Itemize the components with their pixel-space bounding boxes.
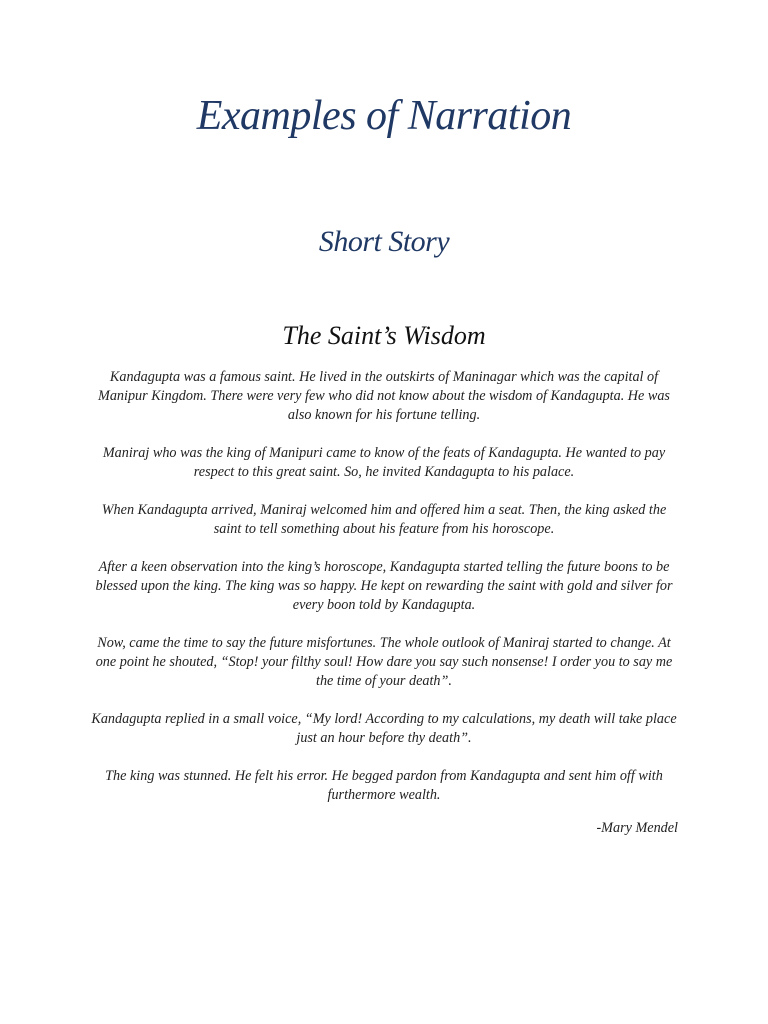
story-paragraph: When Kandagupta arrived, Maniraj welcomed him and offered him a seat. Then, the king asked the saint to tell something about his feature from his horoscope. [101, 502, 667, 537]
document-subtitle: Short Story [318, 225, 450, 258]
story-body [88, 368, 680, 824]
author-signature: -Mary Mendel [596, 820, 678, 836]
story-title: The Saint’s Wisdom [282, 321, 486, 350]
story-paragraph: Now, came the time to say the future misfortunes. The whole outlook of Maniraj started to change. At one point he shouted, “Stop! your filthy soul! How dare you say such nonsense! I order you to say me the time of your death”. [95, 635, 673, 689]
story-paragraph: Kandagupta was a famous saint. He lived in the outskirts of Maninagar which was the capital of Manipur Kingdom. There were very few who did not know about the wisdom of Kandagupta. He was also known for his fortune telling. [98, 369, 670, 423]
document-title: Examples of Narration [196, 93, 572, 139]
story-paragraph: Kandagupta replied in a small voice, “My lord! According to my calculations, my death will take place just an hour before thy death”. [91, 711, 677, 746]
story-paragraph: Maniraj who was the king of Manipuri came to know of the feats of Kandagupta. He wanted to pay respect to this great saint. So, he invited Kandagupta to his palace. [102, 445, 666, 480]
story-paragraph: The king was stunned. He felt his error. He begged pardon from Kandagupta and sent him off with furthermore wealth. [105, 768, 663, 803]
story-paragraph: After a keen observation into the king’s horoscope, Kandagupta started telling the future boons to be blessed upon the king. The king was so happy. He kept on rewarding the saint with gold and silver for every boon told by Kandagupta. [95, 559, 673, 613]
